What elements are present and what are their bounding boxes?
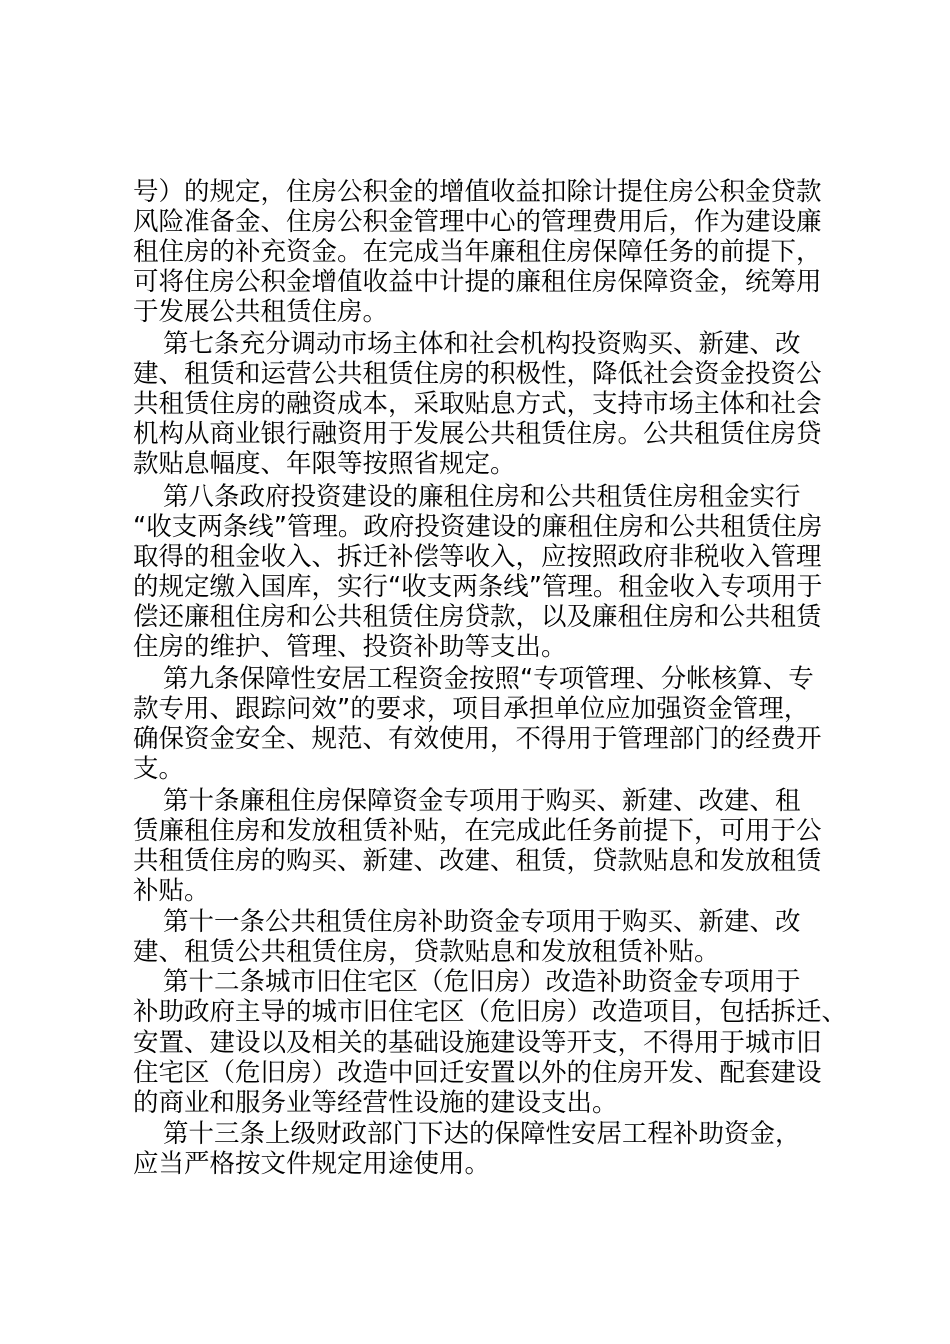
text-line: 安置、建设以及相关的基础设施建设等开支，不得用于城市旧 xyxy=(133,1028,822,1058)
text-line: 于发展公共租赁住房。 xyxy=(133,297,389,327)
text-line: 款专用、跟踪问效”的要求，项目承担单位应加强资金管理， xyxy=(133,694,810,724)
text-line: 的商业和服务业等经营性设施的建设支出。 xyxy=(133,1088,618,1118)
text-line: 补贴。 xyxy=(133,876,210,906)
text-line: 赁廉租住房和发放租赁补贴，在完成此任务前提下，可用于公 xyxy=(133,816,822,846)
text-line: 可将住房公积金增值收益中计提的廉租住房保障资金，统筹用 xyxy=(133,267,822,297)
text-line: 取得的租金收入、拆迁补偿等收入，应按照政府非税收入管理 xyxy=(133,542,822,572)
text-line: 建、租赁和运营公共租赁住房的积极性，降低社会资金投资公 xyxy=(133,359,822,389)
text-line: 共租赁住房的购买、新建、改建、租赁，贷款贴息和发放租赁 xyxy=(133,846,822,876)
text-line: 机构从商业银行融资用于发展公共租赁住房。公共租赁住房贷 xyxy=(133,419,822,449)
text-line: 偿还廉租住房和公共租赁住房贷款，以及廉租住房和公共租赁 xyxy=(133,602,822,632)
article-9-first-line: 第九条保障性安居工程资金按照“专项管理、分帐核算、专 xyxy=(163,664,814,694)
text-line: 支。 xyxy=(133,754,185,784)
text-line: 的规定缴入国库，实行“收支两条线”管理。租金收入专项用于 xyxy=(133,572,823,602)
text-line: 款贴息幅度、年限等按照省规定。 xyxy=(133,449,516,479)
text-line: “收支两条线”管理。政府投资建设的廉租住房和公共租赁住房 xyxy=(133,512,823,542)
article-7-first-line: 第七条充分调动市场主体和社会机构投资购买、新建、改 xyxy=(163,329,801,359)
text-line: 确保资金安全、规范、有效使用，不得用于管理部门的经费开 xyxy=(133,724,822,754)
text-line: 租住房的补充资金。在完成当年廉租住房保障任务的前提下， xyxy=(133,237,822,267)
article-11-first-line: 第十一条公共租赁住房补助资金专项用于购买、新建、改 xyxy=(163,907,801,937)
text-line: 应当严格按文件规定用途使用。 xyxy=(133,1149,491,1179)
article-8-first-line: 第八条政府投资建设的廉租住房和公共租赁住房租金实行 xyxy=(163,482,801,512)
text-line: 住房的维护、管理、投资补助等支出。 xyxy=(133,632,567,662)
text-line: 住宅区（危旧房）改造中回迁安置以外的住房开发、配套建设 xyxy=(133,1058,822,1088)
article-13-first-line: 第十三条上级财政部门下达的保障性安居工程补助资金， xyxy=(163,1119,801,1149)
article-10-first-line: 第十条廉租住房保障资金专项用于购买、新建、改建、租 xyxy=(163,786,801,816)
article-12-first-line: 第十二条城市旧住宅区（危旧房）改造补助资金专项用于 xyxy=(163,967,801,997)
text-line: 建、租赁公共租赁住房，贷款贴息和发放租赁补贴。 xyxy=(133,937,720,967)
text-line: 号）的规定，住房公积金的增值收益扣除计提住房公积金贷款 xyxy=(133,177,822,207)
text-line: 补助政府主导的城市旧住宅区（危旧房）改造项目，包括拆迁、 xyxy=(133,997,848,1027)
text-line: 风险准备金、住房公积金管理中心的管理费用后，作为建设廉 xyxy=(133,207,822,237)
text-line: 共租赁住房的融资成本，采取贴息方式，支持市场主体和社会 xyxy=(133,389,822,419)
